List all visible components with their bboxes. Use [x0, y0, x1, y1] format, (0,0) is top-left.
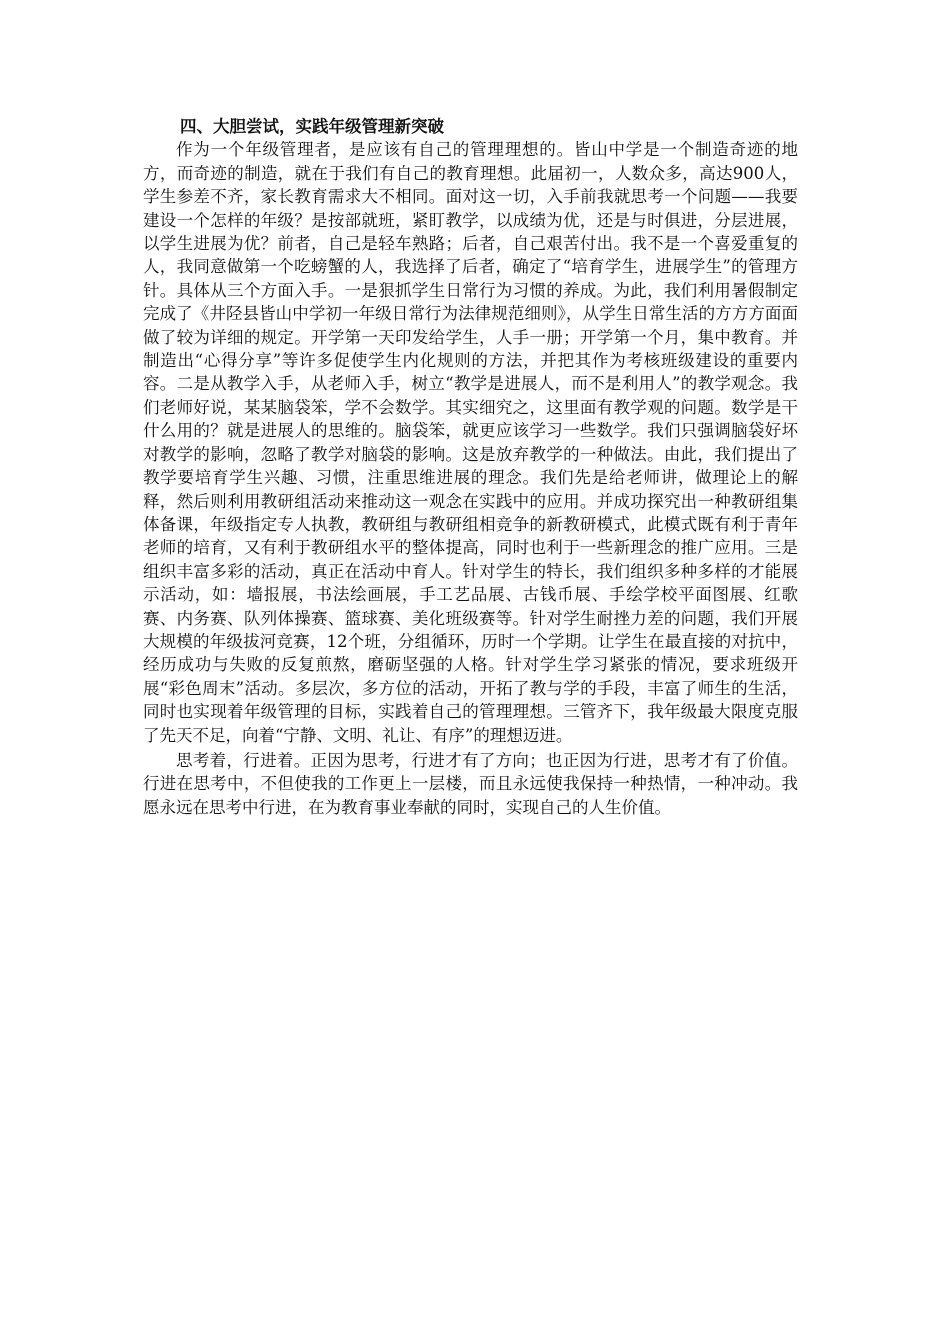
document-body — [143, 115, 798, 819]
paragraph-2: 思考着，行进着。正因为思考，行进才有了方向；也正因为行进，思考才有了价值。行进在思考中，不但使我的工作更上一层楼，而且永远使我保持一种热情，一种冲动。我愿永远在思考中行进，在为教育事业奉献的同时，实现自己的人生价值。 — [143, 750, 798, 817]
section-heading: 四、大胆尝试，实践年级管理新突破 — [180, 117, 444, 136]
paragraph-1: 作为一个年级管理者，是应该有自己的管理理想的。皆山中学是一个制造奇迹的地方，而奇迹的制造，就在于我们有自己的教育理想。此届初一，人数众多，高达900人，学生参差不齐，家长教育需求大不相同。面对这一切，入手前我就思考一个问题——我要建设一个怎样的年级？是按部就班，紧盯教学，以成绩为优，还是与时俱进，分层进展，以学生进展为优？前者，自己是轻车熟路；后者，自己艰苦付出。我不是一个喜爱重复的人，我同意做第一个吃螃蟹的人，我选择了后者，确定了“培育学生，进展学生”的管理方针。具体从三个方面入手。一是狠抓学生日常行为习惯的养成。为此，我们利用暑假制定完成了《井陉县皆山中学初一年级日常行为法律规范细则》，从学生日常生活的方方方面面做了较为详细的规定。开学第一天印发给学生，人手一册；开学第一个月，集中教育。并制造出“心得分享”等许多促使学生内化规则的方法，并把其作为考核班级建设的重要内容。二是从教学入手，从老师入手，树立“教学是进展人，而不是利用人”的教学观念。我们老师好说，某某脑袋笨，学不会数学。其实细究之，这里面有教学观的问题。数学是干什么用的？就是进展人的思维的。脑袋笨，就更应该学习一些数学。我们只强调脑袋好坏对教学的影响，忽略了教学对脑袋的影响。这是放弃教学的一种做法。由此，我们提出了教学要培育学生兴趣、习惯，注重思维进展的理念。我们先是给老师讲，做理论上的解释，然后则利用教研组活动来推动这一观念在实践中的应用。并成功探究出一种教研组集体备课，年级指定专人执教，教研组与教研组相竞争的新教研模式，此模式既有利于青年老师的培育，又有利于教研组水平的整体提高，同时也利于一些新理念的推广应用。三是组织丰富多彩的活动，真正在活动中育人。针对学生的特长，我们组织多种多样的才能展示活动，如：墙报展，书法绘画展，手工艺品展、古钱币展、手绘学校平面图展、红歌赛、内务赛、队列体操赛、篮球赛、美化班级赛等。针对学生耐挫力差的问题，我们开展大规模的年级拔河竞赛，12个班，分组循环，历时一个学期。让学生在最直接的对抗中，经历成功与失败的反复煎熬，磨砺坚强的人格。针对学生学习紧张的情况，要求班级开展“彩色周末”活动。多层次，多方位的活动，开拓了教与学的手段，丰富了师生的生活，同时也实现着年级管理的目标，实践着自己的管理理想。三管齐下，我年级最大限度克服了先天不足，向着“宁静、文明、礼让、有序”的理想迈进。 — [143, 140, 798, 745]
